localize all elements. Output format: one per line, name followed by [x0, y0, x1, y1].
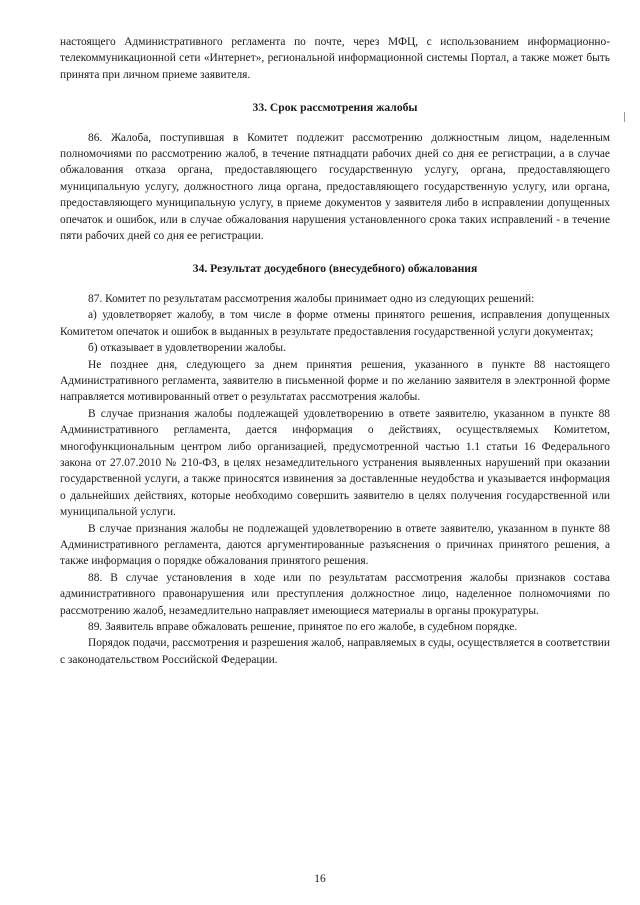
paragraph-86: 86. Жалоба, поступившая в Комитет подлежит рассмотрению должностным лицом, наделенным полномочиями по рассмотрению жалоб, в течение пятнадцати рабочих дней со дня ее регистрации, а в случае обжалования отказа органа, предоставляющего государственную услугу, органа, предоставляющего муниципальную услугу, должностного лица органа, предоставляющего государственную услугу, или органа, предоставляющего муниципальную услугу, в приеме документов у заявителя либо в исправлении допущенных опечаток и ошибок, или в случае обжалования нарушения установленного срока таких исправлений - в течение пяти рабочих дней со дня ее регистрации. [60, 131, 610, 243]
spacer [60, 117, 610, 130]
page-number: 16 [314, 873, 326, 885]
paragraph-response-deadline: Не позднее дня, следующего за днем принятия решения, указанного в пункте 88 настоящего Административного регламента, заявителю в письменной форме и по желанию заявителя в электронной форме направляется мотивированный ответ о результатах рассмотрения жалобы. [60, 358, 610, 404]
paragraph-court-procedure: Порядок подачи, рассмотрения и разрешения жалоб, направляемых в суды, осуществляется в соответствии с законодательством Российской Федерации. [60, 637, 610, 666]
scan-margin-mark [624, 112, 631, 122]
paragraph-complaint-satisfied: В случае признания жалобы подлежащей удовлетворению в ответе заявителю, указанном в пункте 88 Административного регламента, дается информация о действиях, осуществляемых Комитетом, многофункциональным центром либо организацией, предусмотренной частью 1.1 статьи 16 Федерального закона от 27.07.2010 № 210-ФЗ, в целях незамедлительного устранения выявленных нарушений при оказании государственной услуги, а также приносятся извинения за доставленные неудобства и указывается информация о дальнейших действиях, которые необходимо совершить заявителю в целях получения государственной или муниципальной услуги. [60, 407, 610, 519]
document-page [60, 34, 610, 668]
paragraph-87: 87. Комитет по результатам рассмотрения жалобы принимает одно из следующих решений: [88, 292, 535, 305]
section-34-heading: 34. Результат досудебного (внесудебного) обжалования [192, 262, 478, 276]
spacer [60, 244, 610, 261]
paragraph-87-a: а) удовлетворяет жалобу, в том числе в форме отмены принятого решения, исправления допущенных Комитетом опечаток и ошибок в выданных в результате предоставления государственной услуги документах; [60, 309, 610, 338]
intro-paragraph: настоящего Административного регламента по почте, через МФЦ, с использованием информационно-телекоммуникационной сети «Интернет», региональной информационной системы Портал, а также может быть принята при личном приеме заявителя. [60, 36, 610, 81]
paragraph-87-b: б) отказывает в удовлетворении жалобы. [88, 342, 286, 355]
paragraph-complaint-rejected: В случае признания жалобы не подлежащей удовлетворению в ответе заявителю, указанном в пункте 88 Административного регламента, даются аргументированные разъяснения о причинах принятого решения, а также информация о порядке обжалования принятого решения. [60, 522, 610, 568]
spacer [60, 83, 610, 100]
section-33-heading: 33. Срок рассмотрения жалобы [252, 101, 418, 115]
spacer [60, 278, 610, 291]
paragraph-89: 89. Заявитель вправе обжаловать решение, принятое по его жалобе, в судебном порядке. [88, 621, 518, 633]
paragraph-88: 88. В случае установления в ходе или по результатам рассмотрения жалобы признаков состава административного правонарушения или преступления должностное лицо, наделенное полномочиями по рассмотрению жалоб, незамедлительно направляет имеющиеся материалы в органы прокуратуры. [60, 571, 610, 617]
